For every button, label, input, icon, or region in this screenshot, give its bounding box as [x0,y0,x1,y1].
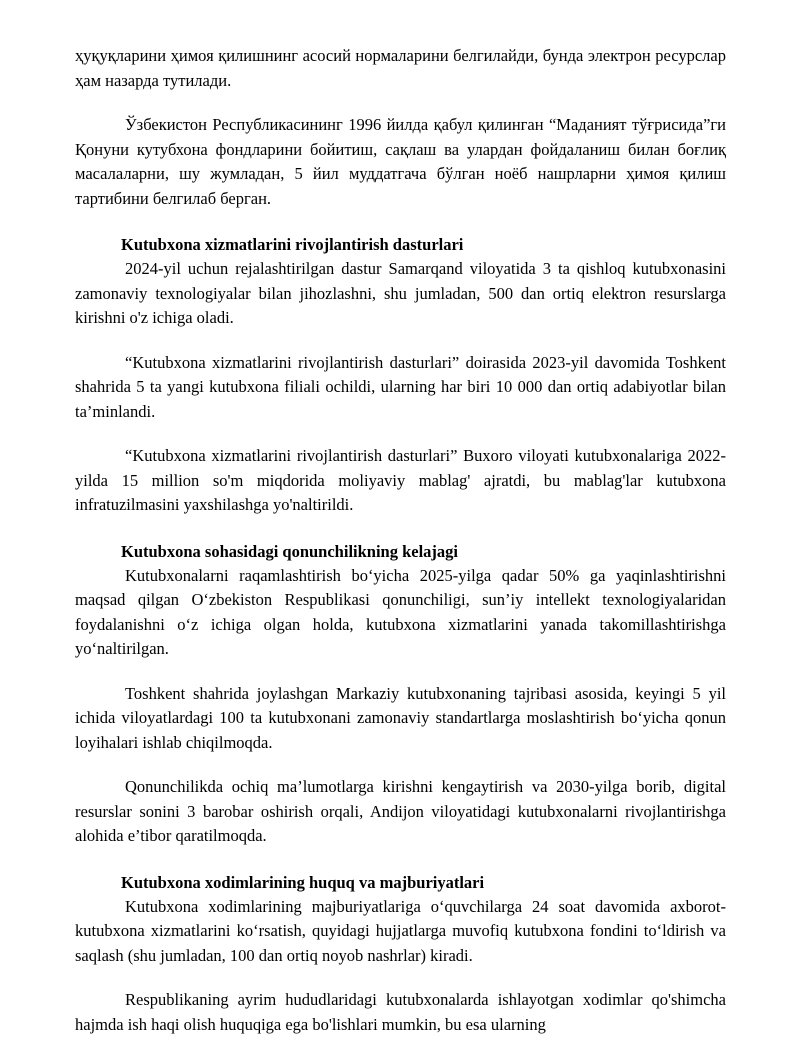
paragraph: Qonunchilikda ochiq ma’lumotlarga kirishni kengaytirish va 2030-yilga borib, digital resurslar sonini 3 barobar oshirish orqali, Andijon viloyatidagi kutubxonalarni rivojlantirishga alohida e’tibor qaratilmoqda. [75,777,726,845]
paragraph: ҳуқуқларини ҳимоя қилишнинг асосий нормаларини белгилайди, бунда электрон ресурслар ҳам назарда тутилади. [75,46,726,90]
paragraph: Ўзбекистон Республикасининг 1996 йилда қабул қилинган “Маданият тўғрисида”ги Қонуни кутубхона фондларини бойитиш, сақлаш ва улардан фойдаланиш билан боғлиқ масалаларни, шу жумладан, 5 йил муддатгача бўлган ноёб нашрларни ҳимоя қилиш тартибини белгилаб берган. [75,115,726,208]
paragraph: Kutubxona xodimlarining majburiyatlariga o‘quvchilarga 24 soat davomida axborot-kutubxona xizmatlarini ko‘rsatish, quyidagi hujjatlarga muvofiq kutubxona fondini to‘ldirish va saqlash (shu jumladan, 100 dan ortiq noyob nashrlar) kiradi. [75,896,726,965]
paragraph: “Kutubxona xizmatlarini rivojlantirish dasturlari” doirasida 2023-yil davomida Toshkent shahrida 5 ta yangi kutubxona filiali ochildi, ularning har biri 10 000 dan ortiq adabiyotlar bilan ta’minlandi. [75,352,726,421]
paragraph: Respublikaning ayrim hududlaridagi kutubxonalarda ishlayotgan xodimlar qo'shimcha hajmda ish haqi olish huquqiga ega bo'lishlari mumkin, bu esa ularning [75,990,726,1034]
section-heading: Kutubxona xodimlarining huquq va majburiyatlari [121,872,485,892]
section-heading: Kutubxona sohasidagi qonunchilikning kelajagi [121,541,459,561]
section-heading: Kutubxona xizmatlarini rivojlantirish dasturlari [121,235,464,254]
paragraph: Kutubxonalarni raqamlashtirish bo‘yicha 2025-yilga qadar 50% ga yaqinlashtirishni maqsad qilgan O‘zbekiston Respublikasi qonunchiligi, sun’iy intellekt texnologiyalaridan foydalanishni o‘z ichiga olgan holda, kutubxona xizmatlarini yanada takomillashtirishga yo‘naltirilgan. [75,565,726,658]
paragraph: 2024-yil uchun rejalashtirilgan dastur Samarqand viloyatida 3 ta qishloq kutubxonasini zamonaviy texnologiyalar bilan jihozlashni, shu jumladan, 500 dan ortiq elektron resurslarga kirishni o'z ichiga oladi. [75,259,726,327]
paragraph: “Kutubxona xizmatlarini rivojlantirish dasturlari” Buxoro viloyati kutubxonalariga 2022-yilda 15 million so'm miqdorida moliyaviy mablag' ajratdi, bu mablag'lar kutubxona infratuzilmasini yaxshilashga yo'naltirildi. [75,446,726,514]
document-page [75,44,726,1037]
paragraph: Toshkent shahrida joylashgan Markaziy kutubxonaning tajribasi asosida, keyingi 5 yil ichida viloyatlardagi 100 ta kutubxonani zamonaviy standartlarga moslashtirish bo‘yicha qonun loyihalari ishlab chiqilmoqda. [75,683,726,752]
